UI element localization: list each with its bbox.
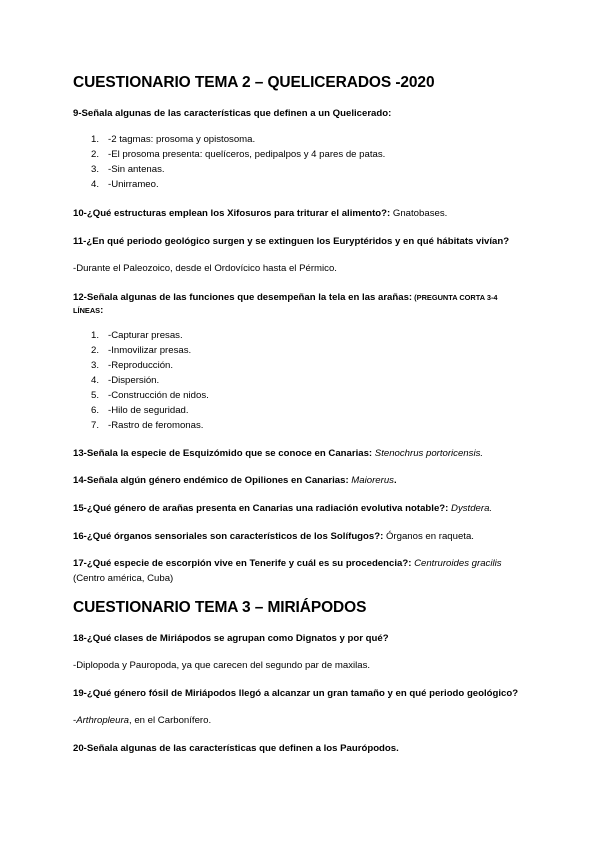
answer-text: Maiorerus: [348, 475, 394, 486]
question-10: [73, 207, 447, 220]
list-item: -Capturar presas.: [108, 330, 183, 341]
list-item: -Inmovilizar presas.: [108, 345, 192, 356]
question-text: 14-Señala algún género endémico de Opiliones en Canarias:: [73, 475, 349, 486]
list-number: 5.: [91, 390, 100, 401]
section-title-tema2: CUESTIONARIO TEMA 2 – QUELICERADOS -2020: [73, 74, 435, 91]
question-16: [73, 530, 474, 543]
question-text: 17-¿Qué especie de escorpión vive en Tenerife y cuál es su procedencia?:: [73, 558, 412, 569]
question-colon: :: [100, 305, 104, 316]
answer-text: Órganos en raqueta.: [383, 531, 474, 542]
answer-genus: Arthropleura: [76, 715, 129, 726]
answer-text: Gnatobases.: [390, 208, 448, 219]
answer-period: .: [393, 475, 397, 486]
list-number: 6.: [91, 405, 100, 416]
question-text: 12-Señala algunas de las funciones que desempeñan la tela en las arañas:: [73, 292, 413, 303]
list-item: -El prosoma presenta: quelíceros, pedipalpos y 4 pares de patas.: [108, 149, 386, 160]
list-item: -Dispersión.: [108, 375, 160, 386]
list-number: 2.: [91, 149, 100, 160]
question-text: 10-¿Qué estructuras emplean los Xifosuros para triturar el alimento?:: [73, 208, 391, 219]
question-text: 13-Señala la especie de Esquizómido que se conoce en Canarias:: [73, 448, 373, 459]
question-18: 18-¿Qué clases de Miriápodos se agrupan como Dignatos y por qué?: [73, 633, 389, 644]
list-number: 4.: [91, 375, 100, 386]
answer-17-origin: (Centro américa, Cuba): [73, 573, 174, 584]
answer-11: -Durante el Paleozoico, desde el Ordovícico hasta el Pérmico.: [73, 263, 337, 274]
list-number: 1.: [91, 330, 100, 341]
question-17: [73, 557, 502, 570]
question-11: 11-¿En qué periodo geológico surgen y se extinguen los Euryptéridos y en qué hábitats vivían?: [73, 236, 510, 247]
question-text: 16-¿Qué órganos sensoriales son característicos de los Solífugos?:: [73, 531, 384, 542]
question-note: LÍNEAS: [73, 306, 101, 315]
list-item: -Hilo de seguridad.: [108, 405, 189, 416]
question-note: (PREGUNTA CORTA 3-4: [412, 293, 498, 302]
list-item: -Construcción de nidos.: [108, 390, 209, 401]
answer-19: [73, 714, 211, 727]
answer-18: -Diplopoda y Pauropoda, ya que carecen del segundo par de maxilas.: [73, 660, 371, 671]
question-9: 9-Señala algunas de las características que definen a un Quelicerado:: [73, 108, 392, 119]
list-number: 7.: [91, 420, 100, 431]
list-item: -Rastro de feromonas.: [108, 420, 204, 431]
answer-text: Stenochrus portoricensis.: [372, 448, 484, 459]
question-14: [73, 474, 397, 487]
question-12-cont: [73, 304, 103, 317]
list-item: -Reproducción.: [108, 360, 174, 371]
question-12: [73, 291, 498, 304]
question-19: 19-¿Qué género fósil de Miriápodos llegó a alcanzar un gran tamaño y en qué periodo geológico?: [73, 688, 519, 699]
section-title-tema3: CUESTIONARIO TEMA 3 – MIRIÁPODOS: [73, 599, 367, 616]
answer-text: Centruroides gracilis: [411, 558, 502, 569]
question-text: 15-¿Qué género de arañas presenta en Canarias una radiación evolutiva notable?:: [73, 503, 449, 514]
question-13: [73, 447, 483, 460]
answer-prefix: -: [73, 715, 77, 726]
list-number: 2.: [91, 345, 100, 356]
list-number: 1.: [91, 134, 100, 145]
list-item: -2 tagmas: prosoma y opistosoma.: [108, 134, 256, 145]
answer-text: Dystdera.: [448, 503, 493, 514]
answer-text: , en el Carbonífero.: [129, 715, 212, 726]
list-item: -Unirrameo.: [108, 179, 159, 190]
question-20: 20-Señala algunas de las características que definen a los Paurópodos.: [73, 743, 399, 754]
list-number: 4.: [91, 179, 100, 190]
question-15: [73, 502, 492, 515]
list-number: 3.: [91, 164, 100, 175]
list-item: -Sin antenas.: [108, 164, 165, 175]
list-number: 3.: [91, 360, 100, 371]
